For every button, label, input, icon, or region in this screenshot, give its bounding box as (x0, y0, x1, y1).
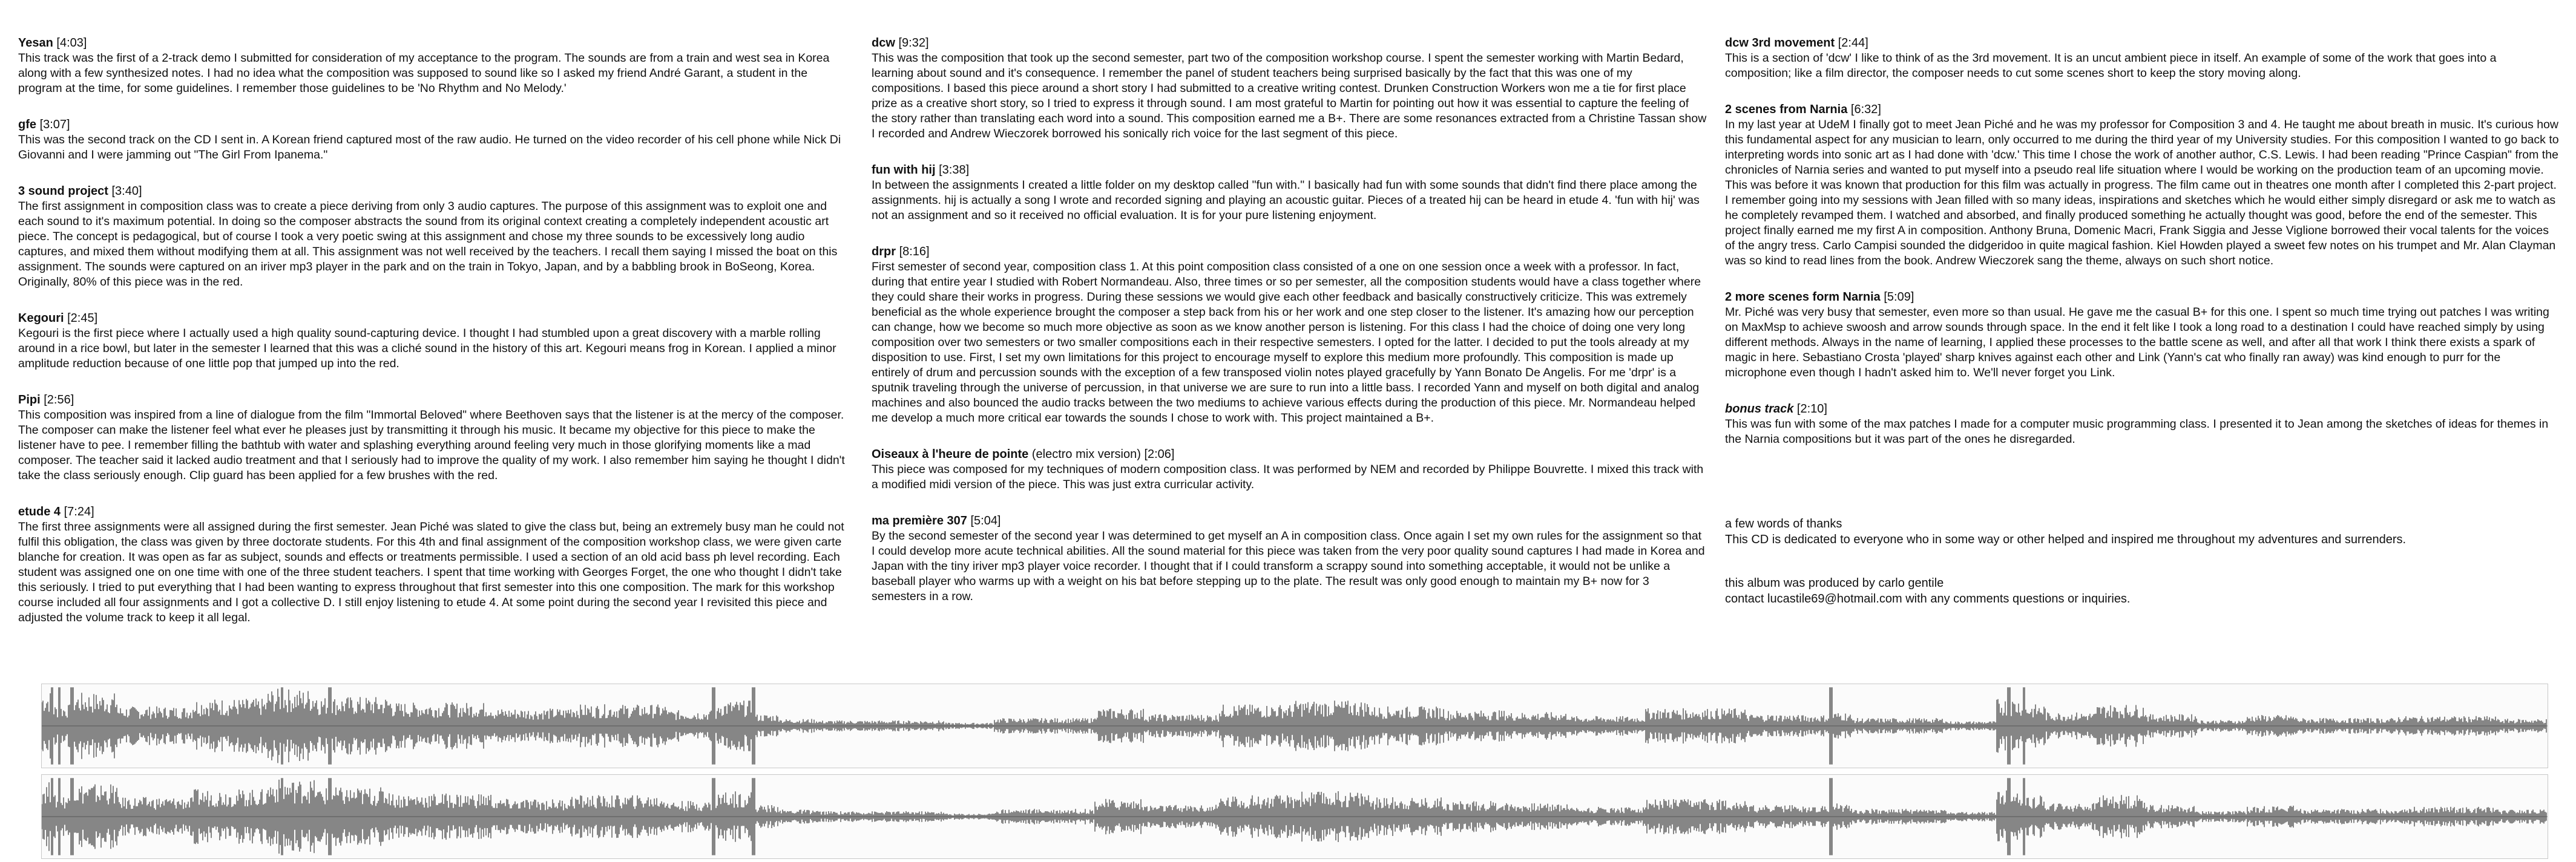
track-description: This was fun with some of the max patches I made for a computer music programming class. I presented it to Jean among the sketches of ideas for themes in the Narnia compositions but it was part of the ones he disregarded. (1725, 417, 2549, 446)
track-duration: [7:24] (64, 505, 94, 518)
waveform-graphic (42, 684, 2548, 768)
track-title: Kegouri (18, 312, 64, 325)
track-title: gfe (18, 118, 36, 131)
track-duration: [3:40] (111, 184, 142, 198)
track-description: In my last year at UdeM I finally got to meet Jean Piché and he was my professor for Composition 3 and 4. He taught me about breath in music. It's curious how this fundamental aspect for any musician to learn, only occurred to me during the third year of my University studies. For this composition I wanted to go back to interpreting words into sonic art as I had done with 'dcw.' This time I chose the work of another author, C.S. Lewis. I had been reading "Prince Caspian" from the chronicles of Narnia series and wanted to put myself into a pseudo real life situation where I would be working on the production team of an upcoming movie. This was before it was known that production for this film was actually in progress. The film came out in theatres one month after I completed this 2-part project. I remember going into my sessions with Jean filled with so many ideas, inspirations and sketches which he would either simply disregard or ask me to watch as he completely revamped them. I watched and absorbed, and finally produced something he actually thought was good, before the end of the semester. This project finally earned me my first A in composition. Anthony Bruna, Domenic Macri, Frank Siggia and Jesse Viglione borrowed their vocal talents for the voices of the angry tress. Carlo Campisi sounded the didgeridoo in quite magical fashion. Kiel Howden played a sweet few notes on his trumpet and Mr. Alan Clayman was so kind to read lines from the book. Andrew Wieczorek sang the theme, always on such short notice. (1725, 118, 2559, 267)
track-duration: [2:44] (1838, 36, 1868, 50)
thanks-text: This CD is dedicated to everyone who in some way or other helped and inspired me throughout my adventures and surrenders. (1725, 533, 2407, 546)
track-title: 3 sound project (18, 184, 108, 198)
track-description: This was the composition that took up the second semester, part two of the composition workshop course. I spent the semester working with Martin Bedard, learning about sound and it's consequence. I remember the panel of student teachers being surprised basically by the fact that this was one of my compositions. I based this piece around a short story I had submitted to a creative writing contest. Drunken Construction Workers won me a tie for first place prize as a creative short story, so I tried to express it through sound. I am most grateful to Martin for pointing out how it was essential to capture the feeling of the story rather than translating each word into a sound. This composition earned me a B+. There are some resonances extracted from a Christine Tassan show I recorded and Andrew Wieczorek borrowed his sonically rich voice for the last segment of this piece. (872, 51, 1707, 140)
track-entry (1725, 102, 2560, 269)
track-duration: [4:03] (56, 36, 87, 50)
track-entry (1725, 401, 2560, 447)
track-title: bonus track (1725, 402, 1794, 416)
contact-line: contact lucastile69@hotmail.com with any comments questions or inquiries. (1725, 592, 2131, 606)
track-entry (872, 35, 1707, 142)
thanks-section (1725, 516, 2560, 547)
track-title: 2 more scenes form Narnia (1725, 290, 1881, 304)
track-description: The first assignment in composition class was to create a piece deriving from only 3 audio captures. The purpose of this assignment was to exploit one and each sound to it's maximum potential. In doing so the composer abstracts the sound from its original context creating a completely independent acoustic art piece. The concept is pedagogical, but of course I took a very poetic swing at this assignment and chose my three sounds to be excessively long audio captures, and mixed them without modifying them at all. This assignment was not well received by the teachers. I recall them saying I missed the boat on this assignment. The sounds were captured on an iriver mp3 player in the park and on the train in Tokyo, Japan, and by a babbling brook in BoSeong, Korea. Originally, 80% of this piece was in the red. (18, 200, 838, 289)
track-entry (18, 117, 853, 163)
track-description: The first three assignments were all assigned during the first semester. Jean Piché was slated to give the class but, being an extremely busy man he could not fulfil this obligation, the class was given by three doctorate students. For this 4th and final assignment of the composition workshop class, we were given carte blanche for creation. It was open as far as subject, sounds and effects or treatments permissible. I used a section of an old acid bass ph level recording. Each student was assigned one on one time with one of the three student teachers. I spent that time working with Georges Forget, the one who thought I didn't take this seriously. I tried to put everything that I had been wanting to express throughout that first semester into this one composition. The mark for this workshop course included all four assignments and I got a collective D. I still enjoy listening to etude 4. At some point during the second year I revisited this piece and adjusted the volume track to keep it all legal. (18, 520, 844, 624)
track-title: Oiseaux à l'heure de pointe (872, 448, 1029, 461)
track-description: Kegouri is the first piece where I actually used a high quality sound-capturing device. I thought I had stumbled upon a great discovery with a marble rolling around in a rice bowl, but later in the semester I learned that this was a cliché sound in the history of this art. Kegouri means frog in Korean. I applied a minor amplitude reduction because of one little pop that jumped up into the red. (18, 327, 836, 370)
track-title: etude 4 (18, 505, 61, 518)
track-duration: [6:32] (1850, 103, 1881, 116)
track-title: Pipi (18, 393, 41, 407)
waveform-graphic (42, 775, 2548, 858)
thanks-heading: a few words of thanks (1725, 517, 1842, 531)
track-entry (1725, 35, 2560, 81)
track-duration: [2:10] (1796, 402, 1827, 416)
track-description: By the second semester of the second year I was determined to get myself an A in composition class. Once again I set my own rules for the assignment so that I could develop more acute technical abilities. All the sound material for this piece was taken from the very poor quality sound captures I had made in Korea and Japan with the tiny iriver mp3 player voice recorder. I thought that if I could transform a scrappy sound into something acceptable, it would not be unlike a baseball player who warms up with a weight on his bat before stepping up to the plate. The result was only good enough to maintain my B+ now for 3 semesters in a row. (872, 529, 1705, 603)
producer-credit: this album was produced by carlo gentile (1725, 576, 1944, 590)
column-1 (18, 35, 853, 652)
track-duration: [2:45] (67, 312, 98, 325)
track-entry (18, 183, 853, 290)
track-description: This is a section of 'dcw' I like to think of as the 3rd movement. It is an uncut ambient piece in itself. An example of some of the work that goes into a composition; like a film director, the composer needs to cut some scenes short to keep the story moving along. (1725, 51, 2497, 80)
track-duration: [3:07] (39, 118, 70, 131)
track-description: This piece was composed for my techniques of modern composition class. It was performed by NEM and recorded by Philippe Bouvrette. I mixed this track with a modified midi version of the piece. This was just extra curricular activity. (872, 463, 1704, 491)
waveform-channel-right (41, 774, 2548, 859)
column-3 (1725, 35, 2560, 652)
track-entry (18, 392, 853, 483)
track-description: First semester of second year, composition class 1. At this point composition class consisted of a one on one session once a week with a professor. In fact, during that entire year I studied with Robert Normandeau. Also, three times or so per semester, all the composition students would have a class together where they could share their works in progress. During these sessions we would give each other feedback and basically constructively criticize. This was extremely beneficial as the whole experience brought the composer a step back from his or her work and one step closer to the listener. It's amazing how our perception can change, how we become so much more objective as soon as we know another person is listening. For this class I had the choice of doing one very long composition over two semesters or two smaller compositions each in their respective semesters. I opted for the latter. I decided to put the tools already at my disposition to use. First, I set my own limitations for this project to encourage myself to explore this medium more profoundly. This composition is made up entirely of drum and percussion sounds with the exception of a few transposed violin notes played gracefully by Yann Bonato De Angelis. For me 'drpr' is a sputnik traveling through the universe of percussion, in that universe we are sure to run into a little bass. I recorded Yann and myself on both digital and analog machines and also bounced the audio tracks between the two mediums to achieve various effects during the production of this piece. Mr. Normandeau helped me develop a much more critical ear towards the sounds I chose to work with. This project maintained a B+. (872, 260, 1701, 425)
column-2 (872, 35, 1707, 652)
track-title: dcw (872, 36, 895, 50)
track-title: 2 scenes from Narnia (1725, 103, 1848, 116)
liner-notes (18, 35, 2560, 652)
track-entry (1725, 289, 2560, 380)
track-duration: [8:16] (899, 245, 930, 258)
track-title: Yesan (18, 36, 53, 50)
track-description: This track was the first of a 2-track demo I submitted for consideration of my acceptance to the program. The sounds are from a train and west sea in Korea along with a few synthesized notes. I had no idea what the composition was supposed to sound like so I asked my friend André Garant, a student in the program at the time, for some guidelines. I remember those guidelines to be 'No Rhythm and No Melody.' (18, 51, 830, 95)
track-title: ma première 307 (872, 514, 967, 527)
track-description: This composition was inspired from a line of dialogue from the film "Immortal Beloved" where Beethoven says that the listener is at the mercy of the composer. The composer can make the listener feel what ever he pleases just by transmitting it through his music. It became my objective for this piece to make the listener have to pee. I remember filling the bathtub with water and splashing everything around feeling very much in those glorifying moments like a mad composer. The teacher said it lacked audio treatment and that I seriously had to improve the quality of my work. I also remember him saying he thought I didn't take the class seriously enough. Clip guard has been applied for a few brushes with the red. (18, 408, 845, 482)
track-title: dcw 3rd movement (1725, 36, 1835, 50)
track-duration: [3:38] (939, 163, 970, 177)
track-duration: (electro mix version) [2:06] (1031, 448, 1175, 461)
track-description: Mr. Piché was very busy that semester, even more so than usual. He gave me the casual B+ for this one. I spent so much time trying out patches I was writing on MaxMsp to achieve swoosh and arrow sounds through space. In the end it felt like I took a long road to a destination I could have reached simply by using different methods. Always in the name of learning, I applied these processes to the battle scene as well, and after all that work I think there exists a spark of magic in here. Sebastiano Crosta 'played' sharp knives against each other and Link (Yann's cat who finally ran away) was kind enough to purr for the microphone even though I hadn't asked him to. We'll never forget you Link. (1725, 305, 2549, 379)
track-entry (18, 310, 853, 371)
track-description: This was the second track on the CD I sent in. A Korean friend captured most of the raw audio. He turned on the video recorder of his cell phone while Nick Di Giovanni and I were jamming out "The Girl From Ipanema." (18, 133, 841, 162)
track-entry (18, 504, 853, 625)
track-entry (872, 162, 1707, 223)
track-title: drpr (872, 245, 896, 258)
track-duration: [2:56] (44, 393, 74, 407)
track-duration: [5:09] (1884, 290, 1914, 304)
track-description: In between the assignments I created a little folder on my desktop called "fun with." I basically had fun with some sounds that didn't find there place among the assignments. hij is actually a song I wrote and recorded signing and playing an acoustic guitar. Pieces of a treated hij can be heard in etude 4. 'fun with hij' was not an assignment and so it received no official evaluation. It is for your pure listening enjoyment. (872, 178, 1700, 222)
track-entry (872, 513, 1707, 604)
track-title: fun with hij (872, 163, 936, 177)
track-entry (18, 35, 853, 96)
track-duration: [9:32] (898, 36, 929, 50)
track-duration: [5:04] (970, 514, 1001, 527)
track-entry (872, 244, 1707, 426)
credits-section (1725, 575, 2560, 607)
waveform-channel-left (41, 684, 2548, 768)
track-entry (872, 446, 1707, 492)
